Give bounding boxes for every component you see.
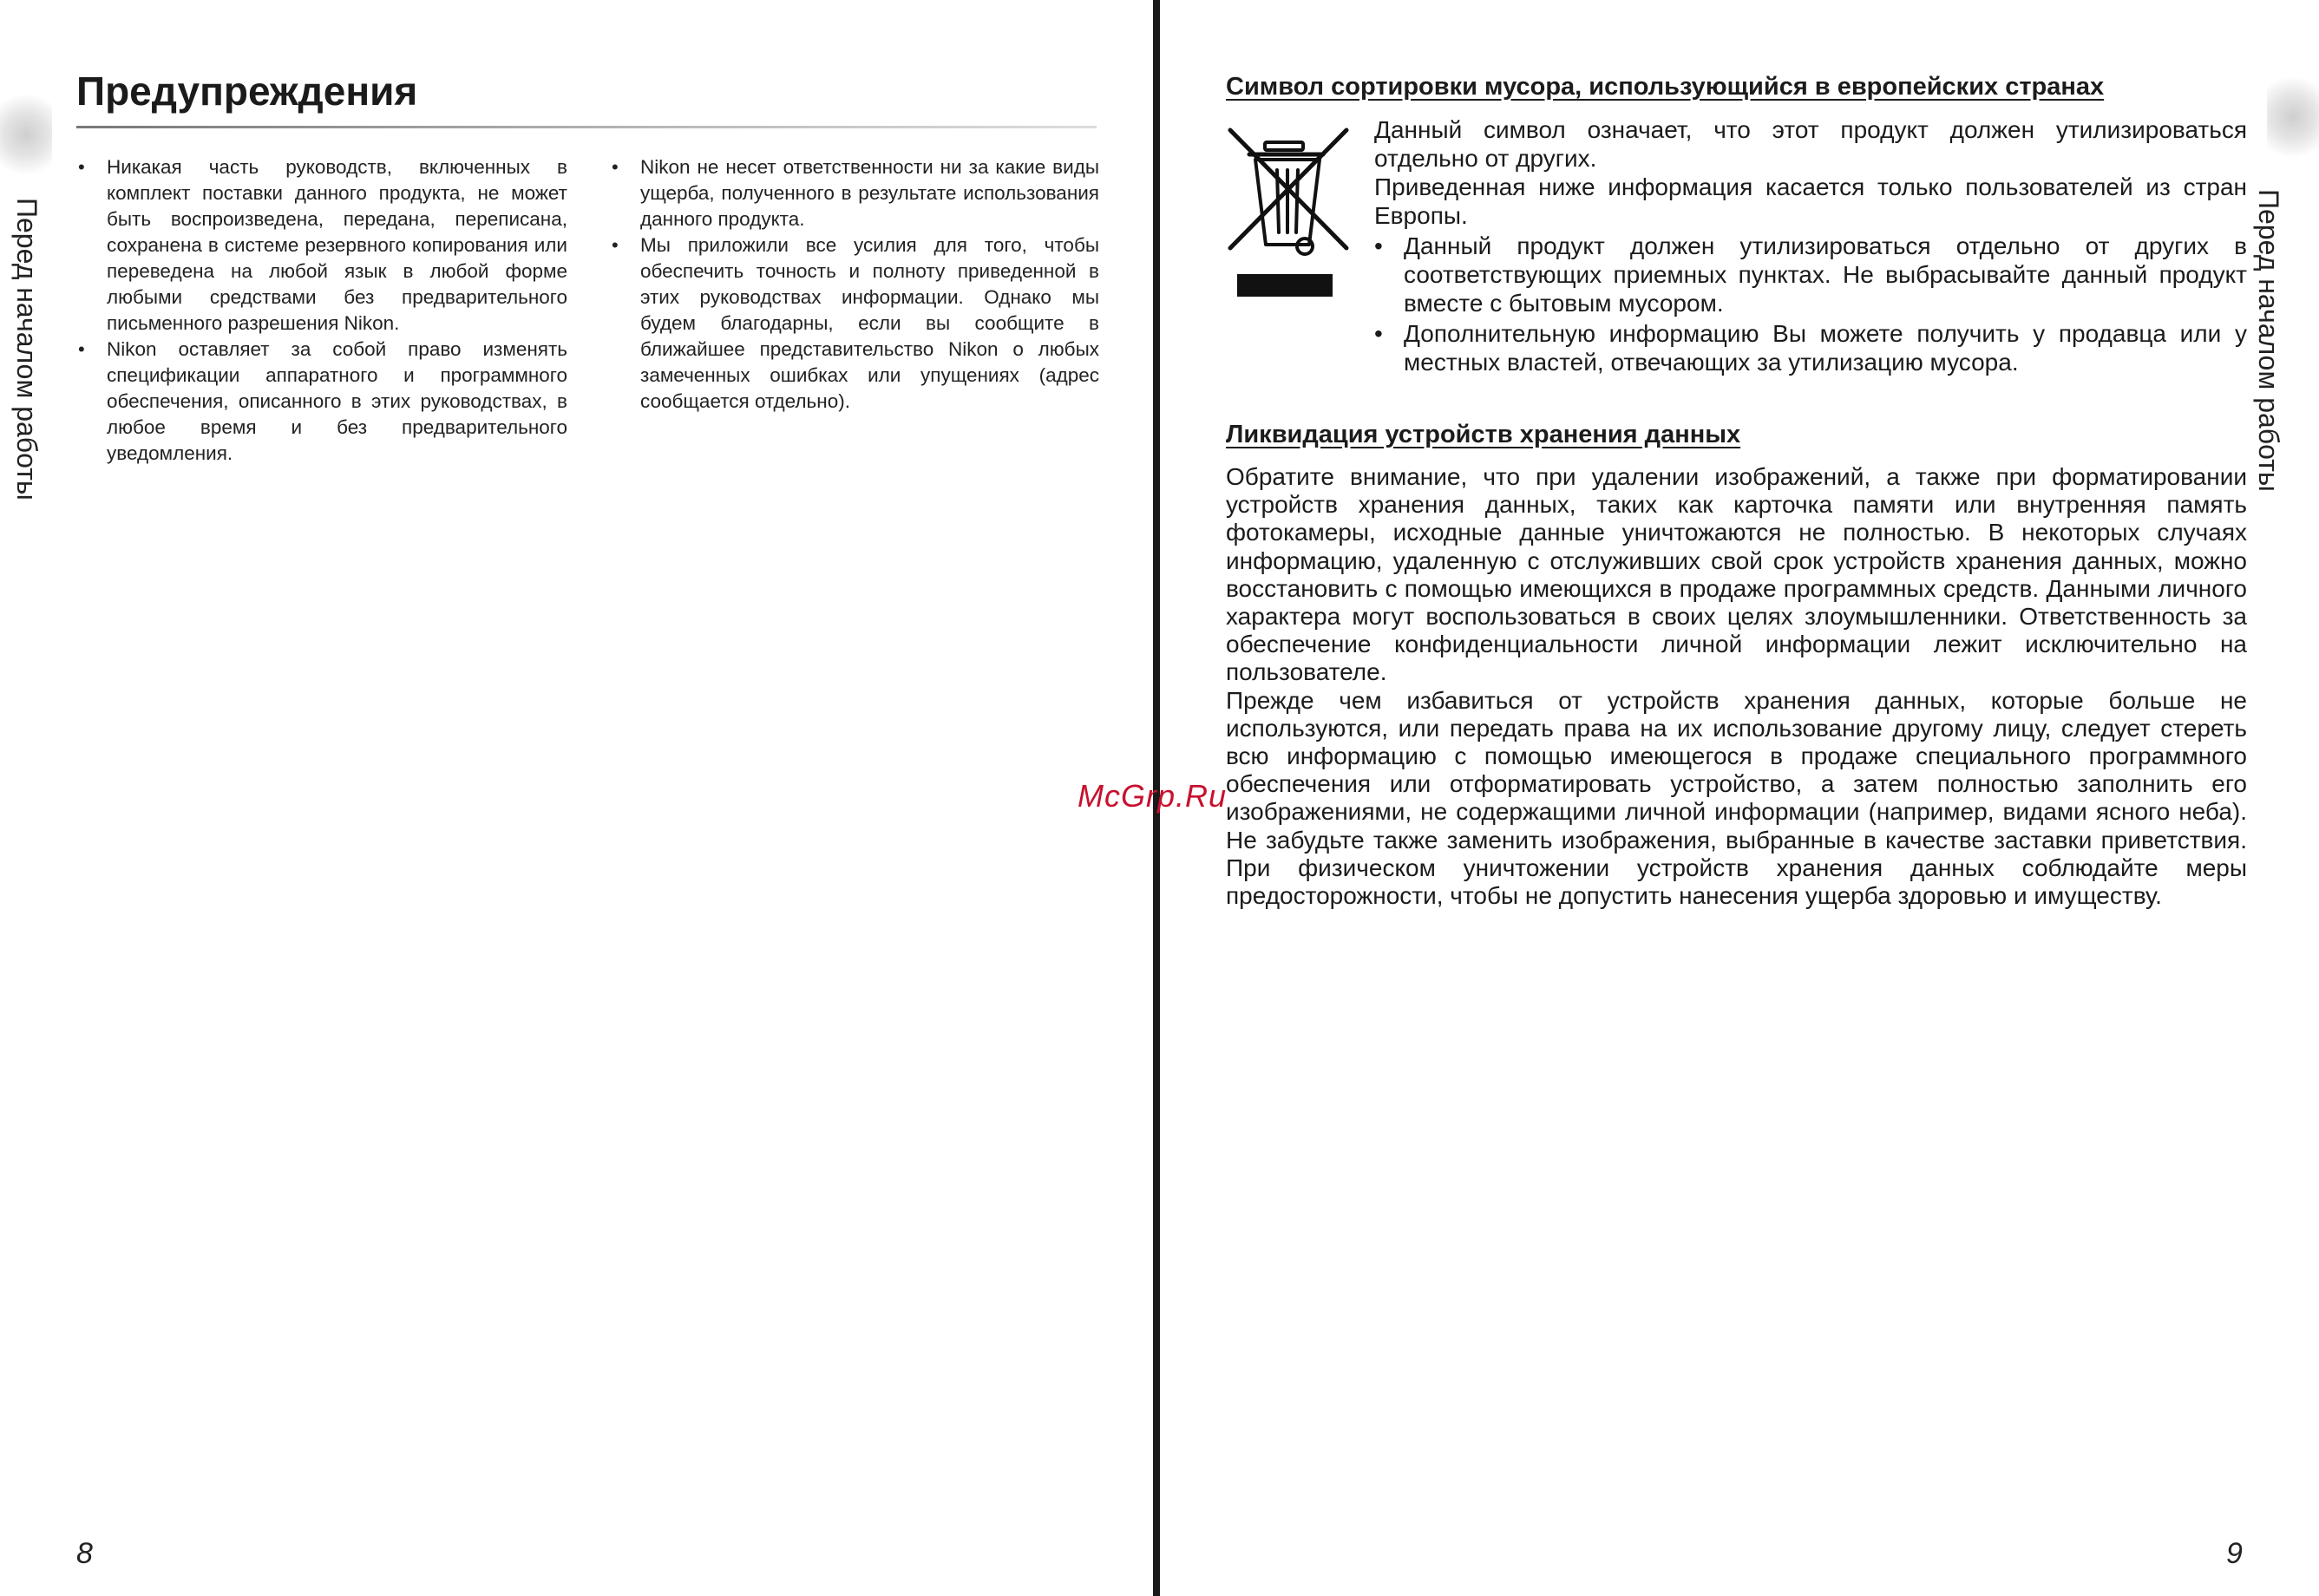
side-tab-left: Перед началом работы [11,198,43,500]
side-tab-right: Перед началом работы [2253,189,2284,492]
left-column-2 [612,154,1099,415]
scan-artifact-right [2267,69,2319,165]
left-column-1 [78,154,567,467]
waste-symbol-text [1374,115,2247,376]
paragraph: Обратите внимание, что при удалении изображений, а также при форматировании устройств хранения данных, таких как карточка памяти или внутренняя память фотокамеры, исходные данные уничтожаются не полностью. В некоторых случаях информацию, удаленную с отслуживших свой срок устройств хранения данных, можно восстановить с помощью имеющихся в продаже программных средств. Данными личного характера могут воспользоваться в своих целях злоумышленники. Ответственность за обеспечение конфиденциальности личной информации лежит исключительно на пользователе. [1226,463,2247,686]
page-number-right: 9 [2226,1537,2243,1570]
data-disposal-text [1226,463,2247,910]
title-rule [76,126,1097,128]
section-heading-waste-symbol: Символ сортировки мусора, использующийся в европейских странах [1226,73,2105,101]
list-item: • Nikon оставляет за собой право изменять спецификации аппаратного и программного обеспечения, описанного в этих руководствах, в любое время и без предварительного уведомления. [78,337,567,467]
crossed-out-wheelie-bin-icon [1223,127,1353,300]
list-item: • Данный продукт должен утилизироваться отдельно от других в соответствующих приемных пунктах. Не выбрасывайте данный продукт вместе с бытовым мусором. [1374,232,2247,317]
paragraph: Данный символ означает, что этот продукт должен утилизироваться отдельно от других. [1374,116,2247,172]
scan-artifact-left [0,87,52,182]
paragraph: Прежде чем избавиться от устройств хранения данных, которые больше не используются, или передать права на их использование другому лицу, следует стереть всю информацию с помощью имеющегося в продаже специального программного обеспечения или отформатировать устройство, а затем полностью заполнить его изображениями, не содержащими личной информации (например, видами ясного неба). Не забудьте также заменить изображения, выбранные в качестве заставки приветствия. При физическом уничтожении устройств хранения данных соблюдайте меры предосторожности, чтобы не допустить нанесения ущерба здоровью и имуществу. [1226,686,2247,910]
watermark: McGrp.Ru [1078,778,1228,814]
list-item: • Nikon не несет ответственности ни за какие виды ущерба, полученного в результате использования данного продукта. [612,154,1099,232]
list-item: • Мы приложили все усилия для того, чтобы обеспечить точность и полноту приведенной в этих руководствах информации. Однако мы будем благодарны, если вы сообщите в ближайшее представительство Nikon о любых замеченных ошибках или упущениях (адрес сообщается отдельно). [612,232,1099,415]
section-heading-data-disposal: Ликвидация устройств хранения данных [1226,421,1741,448]
list-item: • Никакая часть руководств, включенных в комплект поставки данного продукта, не может быть воспроизведена, передана, переписана, сохранена в системе резервного копирования или переведена на любой язык в любой форме любыми средствами без предварительного письменного разрешения Nikon. [78,154,567,337]
page-number-left: 8 [76,1537,93,1570]
page-title: Предупреждения [76,69,418,114]
paragraph: Приведенная ниже информация касается только пользователей из стран Европы. [1374,173,2247,229]
list-item: • Дополнительную информацию Вы можете получить у продавца или у местных властей, отвечающих за утилизацию мусора. [1374,319,2247,376]
